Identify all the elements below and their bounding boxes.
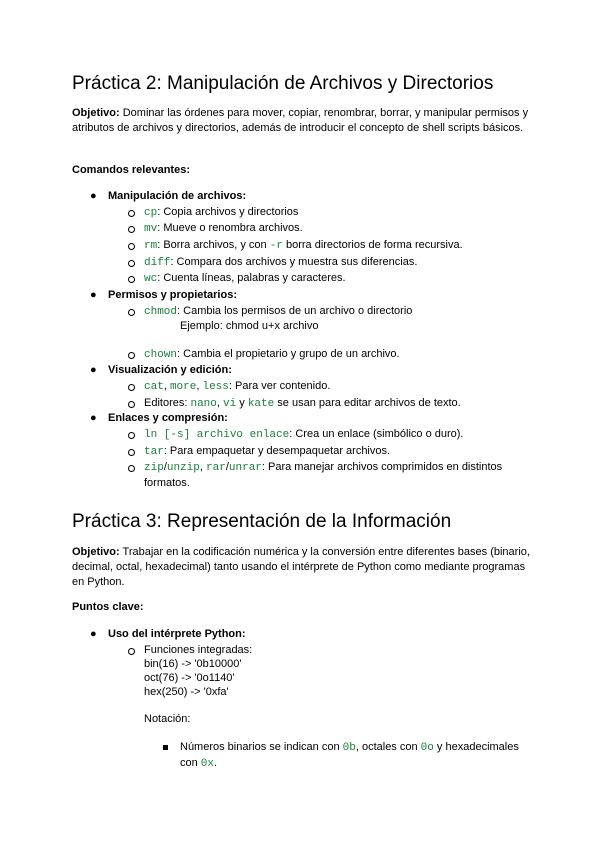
section-3-objective bbox=[72, 545, 532, 590]
group-label: Visualización y edición: bbox=[108, 364, 232, 376]
bullet: ● bbox=[90, 412, 97, 424]
bullet: ● bbox=[90, 190, 97, 202]
group-label: Uso del intérprete Python: bbox=[108, 628, 246, 640]
item-text: y hexadecimales bbox=[433, 741, 519, 753]
item-text: : Cambia los permisos de un archivo o directorio bbox=[177, 305, 413, 317]
command-code: rar bbox=[206, 462, 226, 474]
circle-bullet bbox=[128, 449, 135, 456]
command-code: tar bbox=[144, 446, 164, 458]
command-code: diff bbox=[144, 257, 171, 269]
item-text: con bbox=[180, 757, 201, 769]
command-code: nano bbox=[190, 398, 217, 410]
command-code: chmod bbox=[144, 306, 178, 318]
item-text: Números binarios se indican con bbox=[180, 741, 343, 753]
item-text: : Cambia el propietario y grupo de un archivo. bbox=[177, 348, 400, 360]
bullet: ● bbox=[90, 628, 97, 640]
builtins-label: Funciones integradas: bbox=[144, 644, 253, 656]
objective-label: Objetivo: bbox=[72, 107, 120, 119]
list-item bbox=[144, 347, 400, 363]
item-text: se usan para editar archivos de texto. bbox=[274, 397, 461, 409]
command-code: more bbox=[169, 381, 197, 393]
circle-bullet bbox=[128, 384, 135, 391]
item-text: : Para manejar archivos comprimidos en distintos bbox=[261, 461, 503, 473]
bullet: ● bbox=[90, 289, 97, 301]
separator: / bbox=[225, 461, 229, 473]
circle-bullet bbox=[128, 276, 135, 283]
command-code: vi bbox=[223, 398, 237, 410]
item-text: : Para empaquetar y desempaquetar archivos. bbox=[163, 445, 391, 457]
command-code: cat bbox=[144, 381, 164, 393]
objective-text: Trabajar en la codificación numérica y la conversión entre diferentes bases (binario, decimal, octal, hexadecimal) tanto usando el intérprete de Python como mediante programas en Python. bbox=[72, 546, 530, 588]
builtin-example: oct(76) -> '0o1140' bbox=[144, 672, 235, 684]
command-code: ln [-s] archivo enlace bbox=[144, 429, 290, 441]
item-text: borra directorios de forma recursiva. bbox=[282, 239, 463, 251]
command-code: kate bbox=[247, 398, 275, 410]
command-code: wc bbox=[144, 273, 158, 285]
list-item bbox=[144, 221, 303, 237]
section-3-title: Práctica 3: Representación de la Información bbox=[72, 511, 452, 532]
separator: , bbox=[216, 397, 223, 409]
command-code: -r bbox=[269, 240, 283, 252]
separator: , bbox=[196, 380, 203, 392]
item-text: : Para ver contenido. bbox=[228, 380, 331, 392]
command-code: less bbox=[202, 381, 229, 393]
builtin-example: bin(16) -> '0b10000' bbox=[144, 658, 242, 670]
list-item bbox=[144, 271, 346, 287]
command-code: mv bbox=[144, 223, 158, 235]
item-text: : Crea un enlace (simbólico o duro). bbox=[289, 428, 464, 440]
square-bullet bbox=[163, 745, 168, 750]
section-2-title: Práctica 2: Manipulación de Archivos y Directorios bbox=[72, 73, 494, 94]
command-code: unrar bbox=[228, 462, 262, 474]
list-item bbox=[144, 304, 412, 320]
circle-bullet bbox=[128, 260, 135, 267]
builtin-example: hex(250) -> '0xfa' bbox=[144, 686, 229, 698]
circle-bullet bbox=[128, 432, 135, 439]
circle-bullet bbox=[128, 309, 135, 316]
item-text: : Compara dos archivos y muestra sus diferencias. bbox=[170, 256, 418, 268]
group-label: Manipulación de archivos: bbox=[108, 190, 247, 202]
circle-bullet bbox=[128, 648, 135, 655]
circle-bullet bbox=[128, 210, 135, 217]
item-text: : Borra archivos, y con bbox=[157, 239, 270, 251]
circle-bullet bbox=[128, 401, 135, 408]
group-label: Enlaces y compresión: bbox=[108, 412, 228, 424]
item-text: , octales con bbox=[355, 741, 421, 753]
list-item bbox=[144, 238, 463, 254]
separator: / bbox=[163, 461, 167, 473]
separator: , bbox=[199, 461, 207, 473]
list-item bbox=[144, 396, 461, 412]
circle-bullet bbox=[128, 352, 135, 359]
item-text: . bbox=[214, 757, 218, 769]
command-code: unzip bbox=[166, 462, 200, 474]
notation-text bbox=[180, 740, 519, 756]
command-code: rm bbox=[144, 240, 158, 252]
list-item bbox=[144, 255, 417, 271]
circle-bullet bbox=[128, 465, 135, 472]
notation-text-continued bbox=[180, 756, 217, 772]
item-text: Editores: bbox=[144, 397, 191, 409]
separator: , bbox=[163, 380, 170, 392]
bullet: ● bbox=[90, 364, 97, 376]
commands-header: Comandos relevantes: bbox=[72, 164, 190, 176]
command-code: chown bbox=[144, 349, 178, 361]
list-item bbox=[144, 444, 390, 460]
list-item bbox=[144, 460, 502, 476]
objective-text: Dominar las órdenes para mover, copiar, renombrar, borrar, y manipular permisos y atributos de archivos y directorios, además de introducir el concepto de shell scripts básicos. bbox=[72, 107, 529, 134]
separator: y bbox=[236, 397, 248, 409]
command-code: 0x bbox=[200, 758, 214, 770]
command-code: zip bbox=[144, 462, 164, 474]
list-item bbox=[144, 205, 298, 221]
objective-label: Objetivo: bbox=[72, 546, 120, 558]
command-code: 0b bbox=[342, 742, 356, 754]
item-text-continued: formatos. bbox=[144, 477, 190, 489]
list-item bbox=[144, 427, 463, 443]
group-label: Permisos y propietarios: bbox=[108, 289, 237, 301]
key-points-header: Puntos clave: bbox=[72, 601, 144, 613]
item-text: : Copia archivos y directorios bbox=[157, 206, 299, 218]
example-text: Ejemplo: chmod u+x archivo bbox=[180, 320, 319, 332]
item-text: : Mueve o renombra archivos. bbox=[157, 222, 303, 234]
circle-bullet bbox=[128, 226, 135, 233]
list-item bbox=[144, 379, 330, 395]
section-2-objective bbox=[72, 106, 532, 136]
item-text: : Cuenta líneas, palabras y caracteres. bbox=[157, 272, 346, 284]
notation-label: Notación: bbox=[144, 713, 191, 725]
command-code: 0o bbox=[420, 742, 434, 754]
circle-bullet bbox=[128, 243, 135, 250]
command-code: cp bbox=[144, 207, 158, 219]
